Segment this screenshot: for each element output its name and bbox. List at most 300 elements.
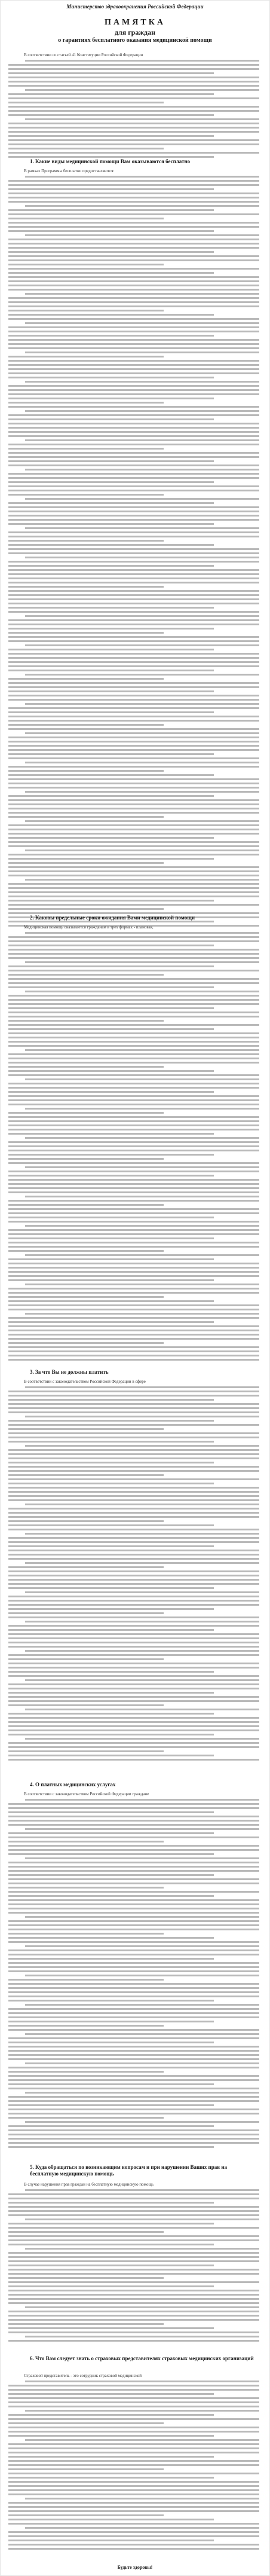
text-line [8, 2294, 259, 2296]
text-line [8, 2393, 214, 2395]
text-line [8, 665, 259, 667]
text-line [25, 1137, 259, 1139]
text-line [8, 414, 259, 416]
text-line [8, 1112, 164, 1114]
text-line [25, 234, 259, 236]
text-line [8, 239, 259, 240]
text-line [8, 1317, 259, 1319]
text-line [8, 2244, 214, 2245]
text-line [8, 1058, 259, 1059]
intro-text [8, 60, 259, 160]
text-line [8, 1233, 259, 1235]
text-line [8, 1750, 164, 1752]
text-line [8, 2327, 214, 2329]
text-line [8, 1346, 259, 1348]
text-line [25, 644, 259, 646]
text-line [8, 247, 259, 249]
text-line [8, 1212, 259, 1214]
text-line [8, 2397, 259, 2399]
text-line [8, 2058, 259, 2060]
text-line [8, 2227, 259, 2229]
text-line [8, 833, 259, 835]
text-line [8, 649, 214, 650]
text-line [8, 1658, 164, 1660]
text-line [8, 1483, 214, 1484]
text-line [25, 1284, 259, 1285]
text-line [8, 1074, 259, 1076]
text-line [8, 1688, 259, 1689]
text-line [8, 2464, 259, 2466]
text-line [8, 2514, 164, 2516]
text-line [8, 519, 259, 521]
text-line [8, 1070, 214, 1072]
text-line [8, 1820, 259, 1822]
text-line [8, 1937, 214, 1939]
text-line [8, 2012, 259, 2014]
text-line [25, 1650, 259, 1652]
text-line [25, 1386, 259, 1388]
text-line [8, 276, 259, 278]
text-line [8, 1175, 214, 1177]
text-line [8, 1991, 259, 1993]
text-line [8, 1550, 259, 1551]
text-line [25, 674, 259, 676]
text-line [8, 1053, 259, 1055]
text-line [8, 2021, 214, 2022]
text-line [8, 2540, 214, 2541]
text-line [8, 770, 164, 772]
text-line [8, 2481, 259, 2483]
text-line [8, 243, 259, 245]
text-line [25, 1049, 259, 1051]
text-line [8, 1321, 214, 1323]
text-line [8, 2340, 259, 2342]
text-line [8, 114, 214, 116]
text-line [8, 1087, 259, 1089]
text-line [25, 961, 259, 963]
text-line [8, 766, 259, 768]
text-line [8, 745, 259, 747]
text-line [8, 1158, 164, 1160]
text-line [25, 2121, 259, 2123]
text-line [8, 2389, 259, 2391]
text-line [8, 152, 259, 154]
text-line [25, 2381, 259, 2382]
text-line [8, 1836, 259, 1838]
text-line [25, 879, 259, 881]
text-line [8, 1924, 259, 1926]
text-line [8, 862, 164, 864]
text-line [8, 624, 259, 625]
text-line [8, 803, 259, 805]
text-line [8, 213, 259, 215]
section-4-heading: 4. О платных медицинских услугах [30, 1781, 116, 1787]
text-line [8, 2050, 259, 2052]
text-line [25, 1313, 259, 1315]
text-line [8, 339, 259, 341]
text-line [8, 724, 164, 726]
text-line [8, 2323, 164, 2325]
text-line [8, 368, 259, 370]
text-line [8, 866, 259, 868]
text-line [8, 2523, 259, 2525]
text-line [8, 953, 259, 955]
text-line [8, 1217, 214, 1218]
text-line [8, 2193, 259, 2195]
text-line [8, 310, 164, 311]
text-line [8, 402, 164, 404]
text-line [8, 1832, 214, 1834]
text-line [8, 255, 259, 257]
text-line [8, 1654, 259, 1656]
text-line [25, 1196, 259, 1197]
text-line [8, 289, 259, 291]
text-line [8, 1242, 259, 1243]
text-line [8, 494, 164, 496]
text-line [8, 1258, 214, 1260]
text-line [8, 2235, 259, 2237]
text-line [8, 1625, 259, 1627]
text-line [8, 1608, 214, 1610]
text-line [8, 1229, 259, 1231]
text-line [8, 1962, 259, 1964]
text-line [8, 2239, 259, 2241]
text-line [8, 272, 214, 274]
text-line [8, 1979, 164, 1981]
text-line [8, 2519, 214, 2520]
text-line [8, 1487, 259, 1489]
memo-subtitle: для граждан [114, 28, 156, 36]
text-line [8, 1929, 259, 1930]
text-line [8, 197, 259, 198]
text-line [8, 2418, 259, 2420]
text-line [8, 586, 164, 588]
text-line [8, 473, 259, 475]
text-line [8, 456, 259, 458]
text-line [8, 974, 164, 976]
text-line [8, 2104, 214, 2106]
text-line [25, 1533, 259, 1535]
text-line [8, 1250, 164, 1252]
text-line [8, 1637, 259, 1639]
text-line [8, 97, 259, 99]
text-line [8, 209, 214, 211]
text-line [8, 1970, 259, 1972]
text-line [8, 1742, 259, 1744]
text-line [8, 2273, 259, 2275]
text-line [8, 156, 214, 158]
text-line [8, 2029, 259, 2031]
text-line [8, 1466, 259, 1468]
text-line [8, 1537, 259, 1539]
text-line [8, 1183, 259, 1185]
text-line [25, 469, 259, 470]
text-line [8, 1395, 259, 1397]
memo-topic: о гарантиях бесплатного оказания медицинской помощи [58, 37, 212, 44]
text-line [8, 1983, 259, 1985]
text-line [8, 1587, 214, 1589]
text-line [25, 2248, 259, 2250]
section-5-heading: 5. Куда обращаться по возникающим вопросам и при нарушении Ваших прав на бесплатную медицинскую помощь [30, 2164, 228, 2177]
text-line [8, 1870, 259, 1872]
text-line [8, 218, 164, 219]
text-line [8, 2302, 259, 2304]
text-line [8, 1453, 259, 1455]
text-line [8, 2075, 259, 2077]
text-line [8, 1807, 259, 1809]
text-line [8, 318, 259, 320]
text-line [8, 1579, 259, 1581]
text-line [8, 2502, 259, 2504]
text-line [8, 1141, 259, 1143]
text-line [8, 1124, 259, 1126]
text-line [8, 1895, 214, 1897]
text-line [8, 1145, 259, 1147]
text-line [25, 1445, 259, 1447]
text-line [8, 2447, 259, 2449]
text-line [8, 774, 214, 776]
text-line [8, 1803, 259, 1805]
text-line [8, 945, 214, 946]
text-line [25, 1679, 259, 1681]
text-line [8, 657, 259, 659]
text-line [8, 452, 259, 454]
text-line [8, 1683, 259, 1685]
text-line [8, 305, 259, 307]
text-line [8, 343, 259, 345]
text-line [8, 2460, 259, 2462]
text-line [8, 1755, 214, 1756]
text-line [8, 139, 259, 141]
text-line [8, 1309, 259, 1310]
text-line [8, 573, 259, 575]
text-line [8, 372, 259, 374]
text-line [8, 2000, 214, 2001]
text-line [8, 2285, 214, 2287]
text-line [8, 1495, 259, 1497]
text-line [8, 1811, 214, 1813]
text-line [8, 268, 259, 270]
text-line [8, 1041, 259, 1043]
text-line [8, 1941, 259, 1943]
text-line [8, 611, 259, 613]
text-line [25, 2219, 259, 2220]
text-line [8, 2431, 259, 2433]
text-line [8, 1099, 259, 1101]
text-line [8, 347, 259, 349]
text-line [8, 783, 259, 784]
text-line [8, 2113, 259, 2114]
text-line [8, 431, 259, 433]
text-line [8, 259, 259, 261]
text-line [8, 1725, 259, 1727]
text-line [8, 2079, 259, 2081]
text-line [8, 1221, 259, 1223]
text-line [25, 1857, 259, 1859]
text-line [8, 1554, 259, 1556]
text-line [8, 360, 259, 362]
text-line [8, 1016, 259, 1017]
text-line [8, 2202, 214, 2204]
text-line [8, 544, 214, 546]
text-line [8, 757, 259, 759]
text-line [8, 2016, 259, 2018]
text-line [8, 2269, 259, 2271]
text-line [8, 1759, 259, 1761]
text-line [8, 1032, 259, 1034]
section-6-text [8, 2381, 259, 2552]
text-line [25, 932, 259, 934]
signoff: Будьте здоровы! [117, 2565, 153, 2570]
text-line [8, 1541, 259, 1543]
text-line [8, 1966, 259, 1968]
text-line [8, 506, 259, 508]
text-line [8, 1187, 259, 1189]
section-4-first-line: В соответствии с законодательством Российской Федерации граждане [24, 1792, 149, 1796]
text-line [8, 1629, 214, 1631]
text-line [8, 1633, 259, 1635]
text-line [8, 1508, 259, 1509]
text-line [8, 2414, 214, 2416]
text-line [8, 695, 259, 696]
text-line [8, 435, 259, 437]
section-1-text [8, 176, 259, 929]
text-line [8, 1663, 259, 1664]
text-line [8, 2277, 164, 2279]
text-line [8, 1116, 259, 1118]
text-line [8, 511, 259, 512]
section-3-first-line: В соответствии с законодательством Российской Федерации в сфере [24, 1379, 146, 1384]
text-line [25, 293, 259, 295]
text-line [8, 870, 259, 872]
text-line [8, 1359, 259, 1361]
text-line [8, 2443, 259, 2445]
text-line [8, 2535, 259, 2537]
text-line [8, 720, 259, 722]
text-line [8, 986, 214, 988]
text-line [25, 176, 259, 178]
section-2-first-line: Медицинская помощь оказывается гражданам в трех формах - плановая, [24, 925, 154, 930]
text-line [8, 502, 214, 504]
text-line [25, 557, 259, 558]
text-line [8, 188, 214, 190]
text-line [8, 2298, 259, 2300]
text-line [8, 148, 164, 149]
text-line [8, 68, 259, 70]
text-line [8, 2494, 259, 2495]
text-line [25, 1975, 259, 1976]
text-line [25, 2092, 259, 2094]
text-line [8, 1325, 259, 1327]
section-5-first-line: В случае нарушения прав граждан на бесплатную медицинскую помощь [24, 2182, 154, 2187]
text-line [25, 615, 259, 617]
text-line [8, 1675, 259, 1677]
text-line [25, 1225, 259, 1227]
text-line [25, 820, 259, 822]
text-line [8, 377, 214, 378]
text-line [25, 1078, 259, 1080]
text-line [8, 1292, 259, 1294]
text-line [8, 1162, 259, 1164]
text-line [25, 439, 259, 441]
text-line [25, 1738, 259, 1740]
text-line [25, 1504, 259, 1505]
text-line [8, 364, 259, 366]
text-line [8, 2281, 259, 2283]
section-1-heading: 1. Какие виды медицинской помощи Вам оказываются бесплатно [30, 158, 191, 164]
text-line [8, 1263, 259, 1264]
text-line [8, 540, 164, 542]
text-line [8, 577, 259, 579]
text-line [8, 2046, 259, 2048]
text-line [8, 1288, 259, 1289]
text-line [8, 1091, 214, 1093]
text-line [8, 331, 259, 332]
text-line [25, 498, 259, 500]
text-line [25, 991, 259, 992]
text-line [8, 356, 164, 357]
text-line [8, 1420, 214, 1422]
text-line [8, 184, 259, 186]
text-line [8, 2548, 259, 2550]
text-line [8, 837, 214, 839]
text-line [8, 523, 214, 525]
text-line [8, 699, 259, 701]
text-line [25, 89, 259, 91]
text-line [8, 127, 259, 129]
text-line [8, 1208, 259, 1210]
text-line [8, 1958, 214, 1960]
text-line [8, 2117, 164, 2119]
text-line [8, 908, 164, 910]
text-line [8, 2198, 259, 2199]
text-line [8, 1671, 214, 1673]
text-line [8, 1949, 259, 1951]
text-line [25, 1828, 259, 1830]
text-line [8, 2435, 214, 2437]
text-line [8, 2485, 259, 2487]
text-line [8, 131, 259, 133]
text-line [8, 1987, 259, 1989]
text-line [8, 2422, 164, 2424]
text-line [8, 816, 164, 818]
text-line [8, 393, 259, 395]
text-line [8, 741, 259, 742]
text-line [8, 1399, 214, 1401]
text-line [8, 1696, 259, 1698]
text-line [8, 1853, 214, 1855]
text-line [8, 628, 214, 630]
text-line [8, 1491, 259, 1493]
text-line [8, 1120, 259, 1122]
text-line [8, 2468, 164, 2470]
text-line [8, 285, 259, 286]
text-line [8, 2088, 259, 2089]
text-line [8, 875, 259, 876]
text-line [25, 1916, 259, 1918]
text-line [8, 2401, 259, 2403]
text-line [25, 205, 259, 207]
text-line [8, 1407, 259, 1409]
text-line [8, 1721, 259, 1723]
text-line [8, 636, 259, 638]
text-line [8, 2315, 259, 2317]
text-line [8, 883, 259, 885]
text-line [8, 1604, 259, 1606]
text-line [8, 226, 259, 228]
text-line [8, 335, 214, 337]
text-line [8, 280, 259, 282]
